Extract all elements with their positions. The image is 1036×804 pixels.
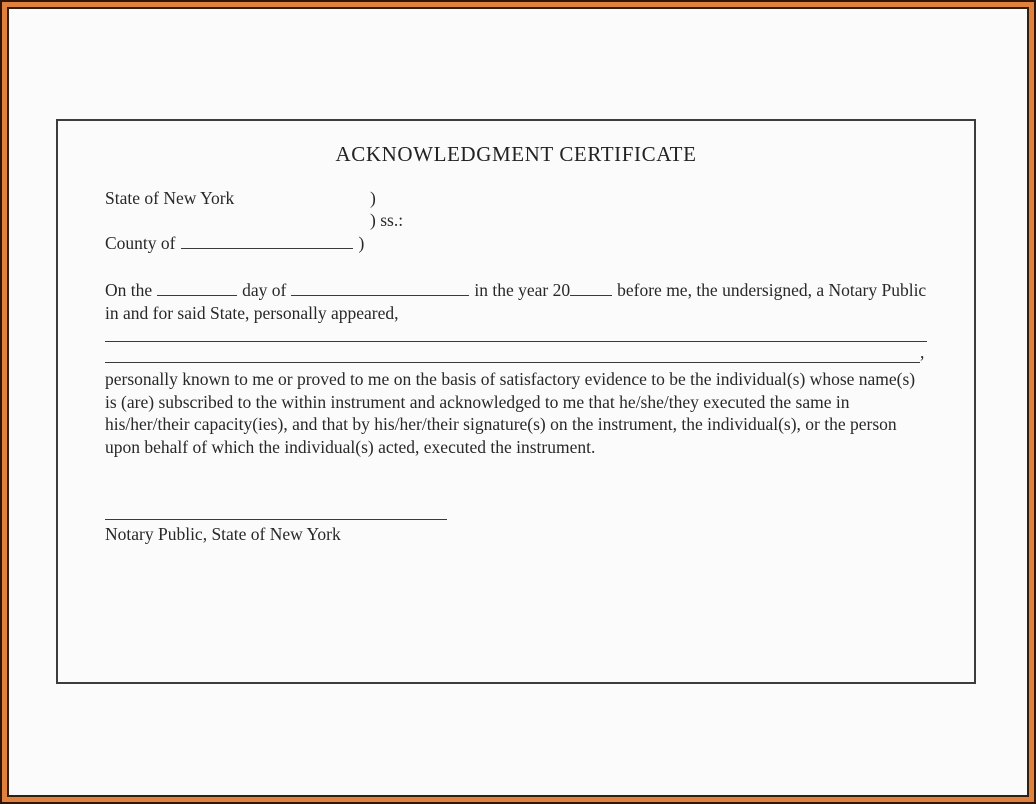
acknowledgment-body-paragraph: personally known to me or proved to me on the basis of satisfactory evidence to be the individual(s) whose name(s) is (are) subscribed to the within instrument and acknowledged to me that he/she/they executed the same in his/her/their capacity(ies), and that by his/her/their signature(s) on the instrument, the individual(s), or the person upon behalf of which the individual(s) acted, executed the instrument. — [105, 369, 916, 457]
signature-caption: Notary Public, State of New York — [105, 524, 341, 544]
appearer-name-line-1 — [105, 321, 927, 342]
opening-paragraph — [105, 279, 929, 324]
appearer-name-line-2 — [105, 342, 927, 363]
venue-ss-row — [105, 209, 505, 231]
opening-day-of: day of — [242, 280, 287, 300]
opening-year-prefix: in the year 20 — [474, 280, 571, 300]
venue-paren-county: ) — [358, 232, 365, 253]
venue-block — [105, 187, 505, 254]
opening-tail: before me, the undersigned, a Notary Public in and for said State, personally appeared, — [105, 280, 927, 323]
notary-signature-line — [105, 499, 447, 520]
day-fill-in-blank — [157, 279, 237, 296]
venue-ss-text: ) ss.: — [370, 210, 404, 231]
trailing-comma: , — [920, 342, 925, 362]
appearer-name-rule-1 — [105, 321, 927, 342]
month-fill-in-blank — [291, 279, 469, 296]
signature-block — [105, 499, 447, 545]
appearer-name-rule-2 — [105, 342, 920, 363]
venue-county-row — [105, 232, 505, 254]
opening-on-the: On the — [105, 280, 153, 300]
certificate-title: ACKNOWLEDGMENT CERTIFICATE — [335, 142, 697, 166]
county-label: County of — [105, 232, 176, 253]
county-fill-in-blank — [181, 232, 353, 249]
venue-state-row — [105, 187, 505, 209]
venue-paren-state: ) — [370, 188, 376, 208]
certificate-box — [56, 119, 976, 684]
state-text: State of New York — [105, 188, 235, 208]
year-fill-in-blank — [570, 279, 612, 296]
